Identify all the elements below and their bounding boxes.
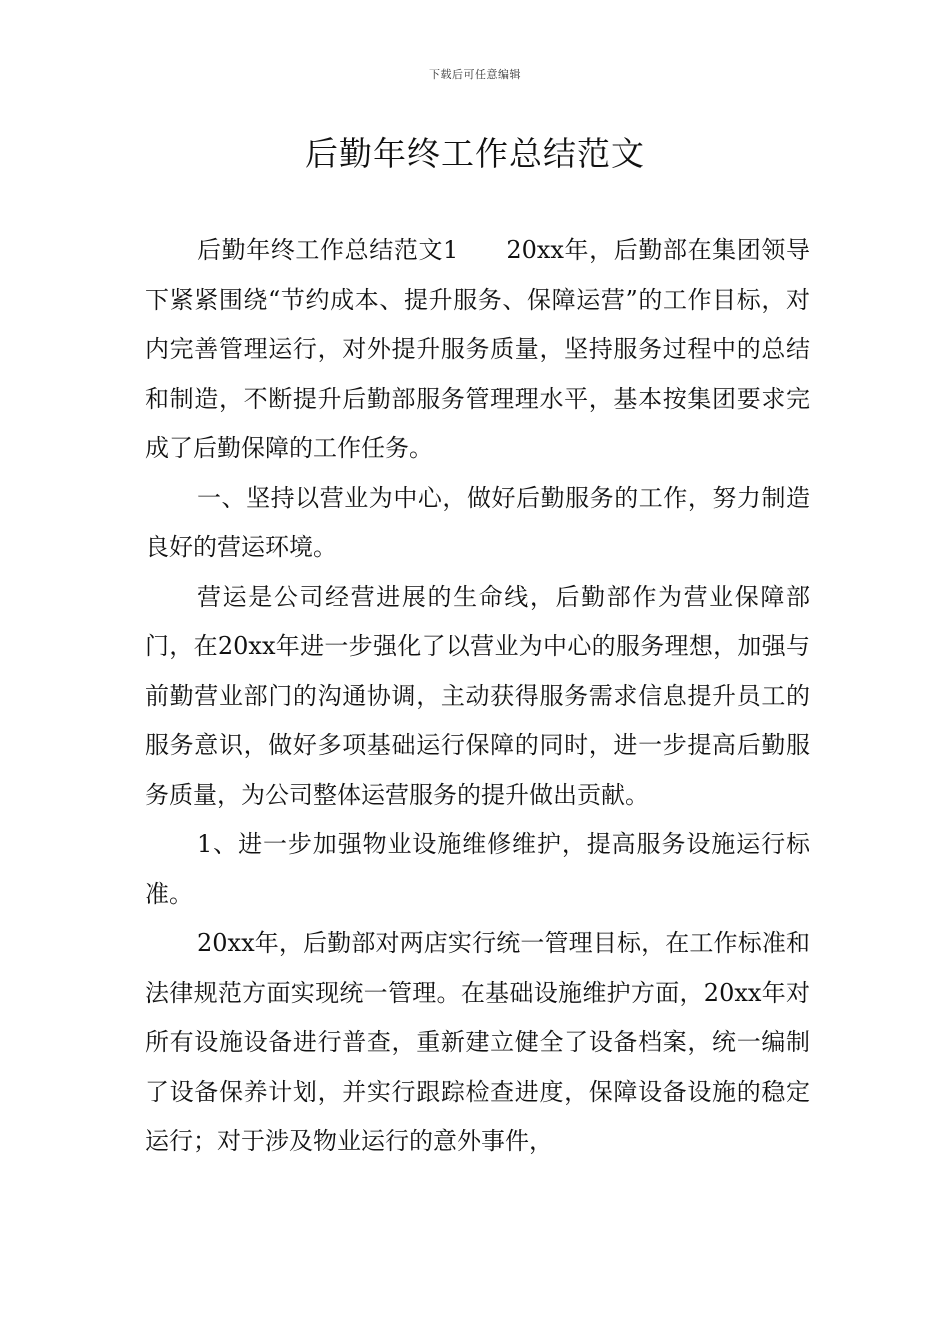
paragraph-lead: 后勤年终工作总结范文1	[197, 236, 459, 264]
paragraph-text: 20xx年，后勤部在集团领导下紧紧围绕“节约成本、提升服务、保障运营”的工作目标，对内完善管理运行，对外提升服务质量，坚持服务过程中的总结和制造，不断提升后勤部服务管理理水平，基本按集团要求完成了后勤保障的工作任务。	[145, 236, 810, 462]
header-note: 下载后可任意编辑	[429, 68, 521, 81]
paragraph-5: 20xx年，后勤部对两店实行统一管理目标，在工作标准和法律规范方面实现统一管理。在基础设施维护方面，20xx年对所有设施设备进行普查，重新建立健全了设备档案，统一编制了设备保养计划，并实行跟踪检查进度，保障设备设施的稳定运行；对于涉及物业运行的意外事件，	[145, 929, 810, 1155]
paragraph-3: 营运是公司经营进展的生命线，后勤部作为营业保障部门，在20xx年进一步强化了以营业为中心的服务理想，加强与前勤营业部门的沟通协调，主动获得服务需求信息提升员工的服务意识，做好多项基础运行保障的同时，进一步提高后勤服务质量，为公司整体运营服务的提升做出贡献。	[145, 582, 810, 809]
document-body	[145, 226, 810, 1167]
paragraph-2: 一、坚持以营业为中心，做好后勤服务的工作，努力制造良好的营运环境。	[145, 483, 810, 561]
paragraph-1	[145, 226, 810, 474]
paragraph-4: 1、进一步加强物业设施维修维护，提高服务设施运行标准。	[145, 830, 810, 908]
document-title: 后勤年终工作总结范文	[305, 134, 645, 173]
